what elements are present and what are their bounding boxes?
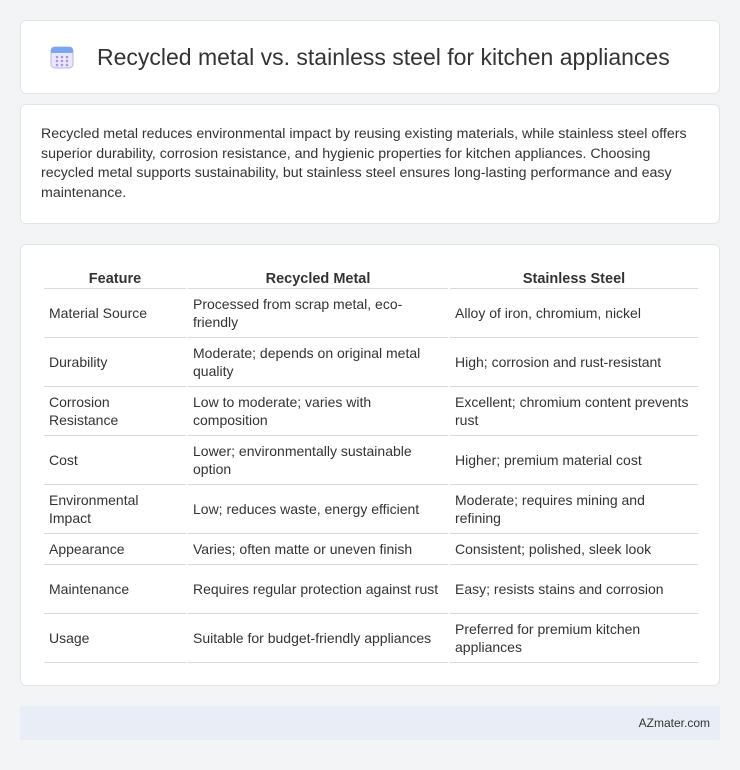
recycled-metal-cell: Varies; often matte or uneven finish (188, 534, 448, 565)
table-row (44, 614, 698, 663)
stainless-steel-cell: Moderate; requires mining and refining (450, 485, 698, 534)
page-title: Recycled metal vs. stainless steel for kitchen appliances (97, 43, 670, 70)
feature-cell: Usage (44, 614, 186, 663)
table-row (44, 436, 698, 485)
table-row (44, 485, 698, 534)
stainless-steel-cell: Consistent; polished, sleek look (450, 534, 698, 565)
feature-cell: Durability (44, 338, 186, 387)
comparison-table-card (20, 244, 720, 686)
comparison-table (42, 265, 700, 663)
footer-brand: AZmater.com (638, 716, 710, 730)
table-header-row (44, 265, 698, 289)
column-header-feature: Feature (44, 265, 186, 289)
feature-cell: Environmental Impact (44, 485, 186, 534)
table-row (44, 338, 698, 387)
calendar-icon (49, 44, 75, 70)
recycled-metal-cell: Suitable for budget-friendly appliances (188, 614, 448, 663)
header-card (20, 20, 720, 94)
table-row (44, 534, 698, 565)
feature-cell: Corrosion Resistance (44, 387, 186, 436)
summary-card (20, 104, 720, 224)
recycled-metal-cell: Requires regular protection against rust (188, 565, 448, 614)
column-header-stainless-steel: Stainless Steel (450, 265, 698, 289)
recycled-metal-cell: Processed from scrap metal, eco-friendly (188, 289, 448, 338)
recycled-metal-cell: Low to moderate; varies with composition (188, 387, 448, 436)
stainless-steel-cell: High; corrosion and rust-resistant (450, 338, 698, 387)
stainless-steel-cell: Easy; resists stains and corrosion (450, 565, 698, 614)
summary-text: Recycled metal reduces environmental impact by reusing existing materials, while stainless steel offers superior durability, corrosion resistance, and hygienic properties for kitchen appliances. Choosing recycled metal supports sustainability, but stainless steel ensures long-lasting performance and easy maintenance. (41, 126, 687, 201)
recycled-metal-cell: Moderate; depends on original metal quality (188, 338, 448, 387)
stainless-steel-cell: Preferred for premium kitchen appliances (450, 614, 698, 663)
feature-cell: Maintenance (44, 565, 186, 614)
footer (20, 706, 720, 740)
stainless-steel-cell: Higher; premium material cost (450, 436, 698, 485)
feature-cell: Appearance (44, 534, 186, 565)
feature-cell: Cost (44, 436, 186, 485)
recycled-metal-cell: Low; reduces waste, energy efficient (188, 485, 448, 534)
stainless-steel-cell: Excellent; chromium content prevents rust (450, 387, 698, 436)
table-row (44, 565, 698, 614)
recycled-metal-cell: Lower; environmentally sustainable option (188, 436, 448, 485)
stainless-steel-cell: Alloy of iron, chromium, nickel (450, 289, 698, 338)
table-row (44, 387, 698, 436)
table-row (44, 289, 698, 338)
feature-cell: Material Source (44, 289, 186, 338)
column-header-recycled-metal: Recycled Metal (188, 265, 448, 289)
